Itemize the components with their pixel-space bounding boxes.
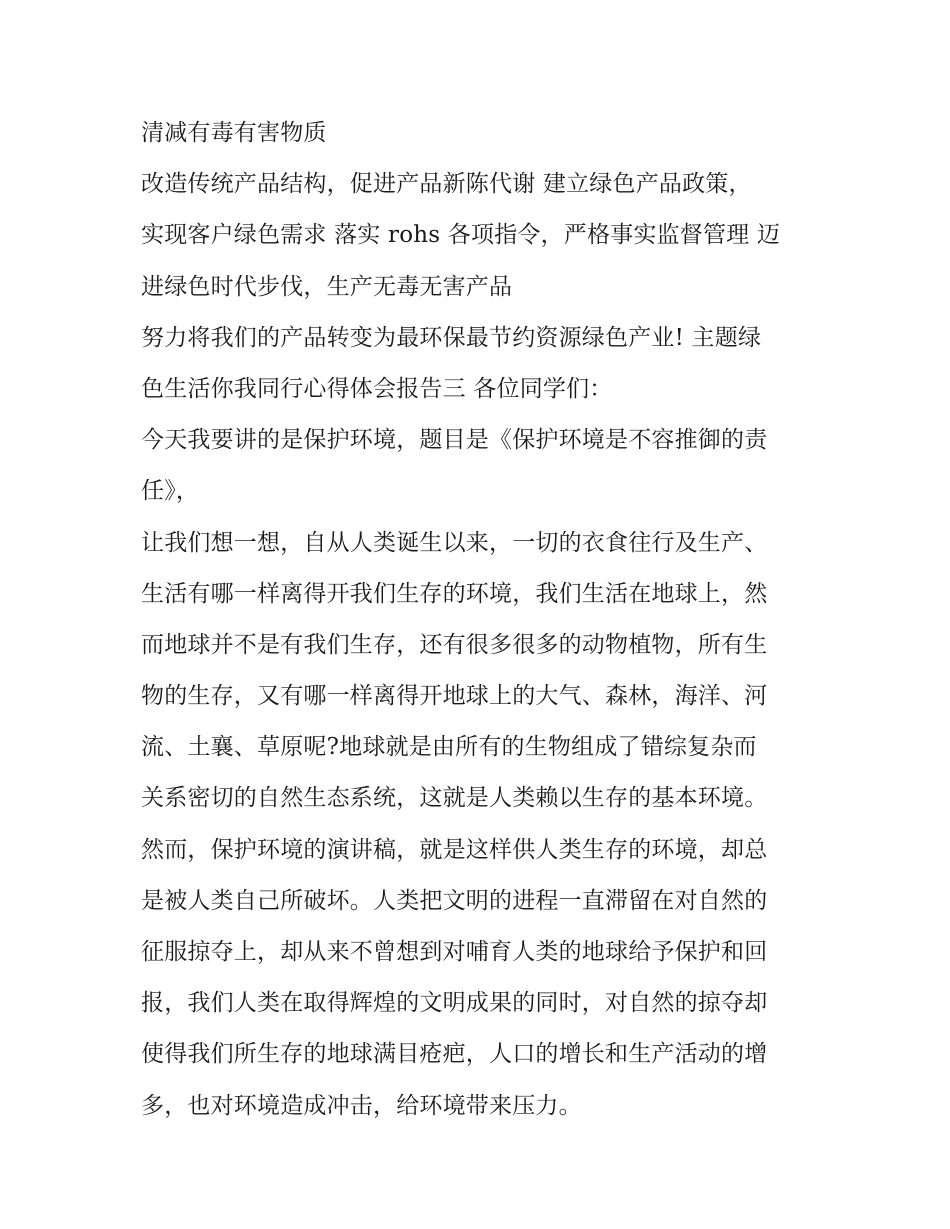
text-line: 改造传统产品结构，促进产品新陈代谢 建立绿色产品政策， — [141, 171, 752, 198]
text-line: 而地球并不是有我们生存，还有很多很多的动物植物，所有生 — [141, 631, 768, 658]
text-line: 报，我们人类在取得辉煌的文明成果的同时，对自然的掠夺却 — [141, 990, 768, 1017]
text-line: 关系密切的自然生态系统，这就是人类赖以生存的基本环境。 — [141, 785, 768, 812]
document-body — [141, 108, 821, 1132]
text-line: 努力将我们的产品转变为最环保最节约资源绿色产业! 主题绿 — [141, 324, 762, 351]
text-line: 征服掠夺上，却从来不曾想到对哺育人类的地球给予保护和回 — [141, 939, 768, 965]
text-line: 然而，保护环境的演讲稿，就是这样供人类生存的环境，却总 — [141, 836, 768, 863]
text-line: 实现客户绿色需求 落实 rohs 各项指令，严格事实监督管理 迈 — [141, 222, 781, 249]
text-line: 生活有哪一样离得开我们生存的环境，我们生活在地球上，然 — [141, 580, 768, 607]
text-line: 物的生存，又有哪一样离得开地球上的大气、森林，海洋、河 — [141, 683, 768, 710]
text-line: 是被人类自己所破坏。人类把文明的进程一直滞留在对自然的 — [141, 887, 768, 914]
text-line: 任》， — [141, 478, 200, 505]
text-line: 让我们想一想，自从人类诞生以来，一切的衣食往行及生产、 — [141, 529, 768, 556]
text-line: 多，也对环境造成冲击，给环境带来压力。 — [141, 1092, 582, 1119]
text-line: 流、土襄、草原呢?地球就是由所有的生物组成了错综复杂而 — [141, 734, 757, 761]
text-line: 今天我要讲的是保护环境，题目是《保护环境是不容推御的责 — [141, 427, 768, 454]
text-line: 清减有毒有害物质 — [141, 120, 327, 146]
text-line: 使得我们所生存的地球满目疮疤，人口的增长和生产活动的增 — [141, 1041, 768, 1068]
text-line: 进绿色时代步伐，生产无毒无害产品 — [141, 273, 513, 300]
text-line: 色生活你我同行心得体会报告三 各位同学们： — [141, 375, 613, 402]
